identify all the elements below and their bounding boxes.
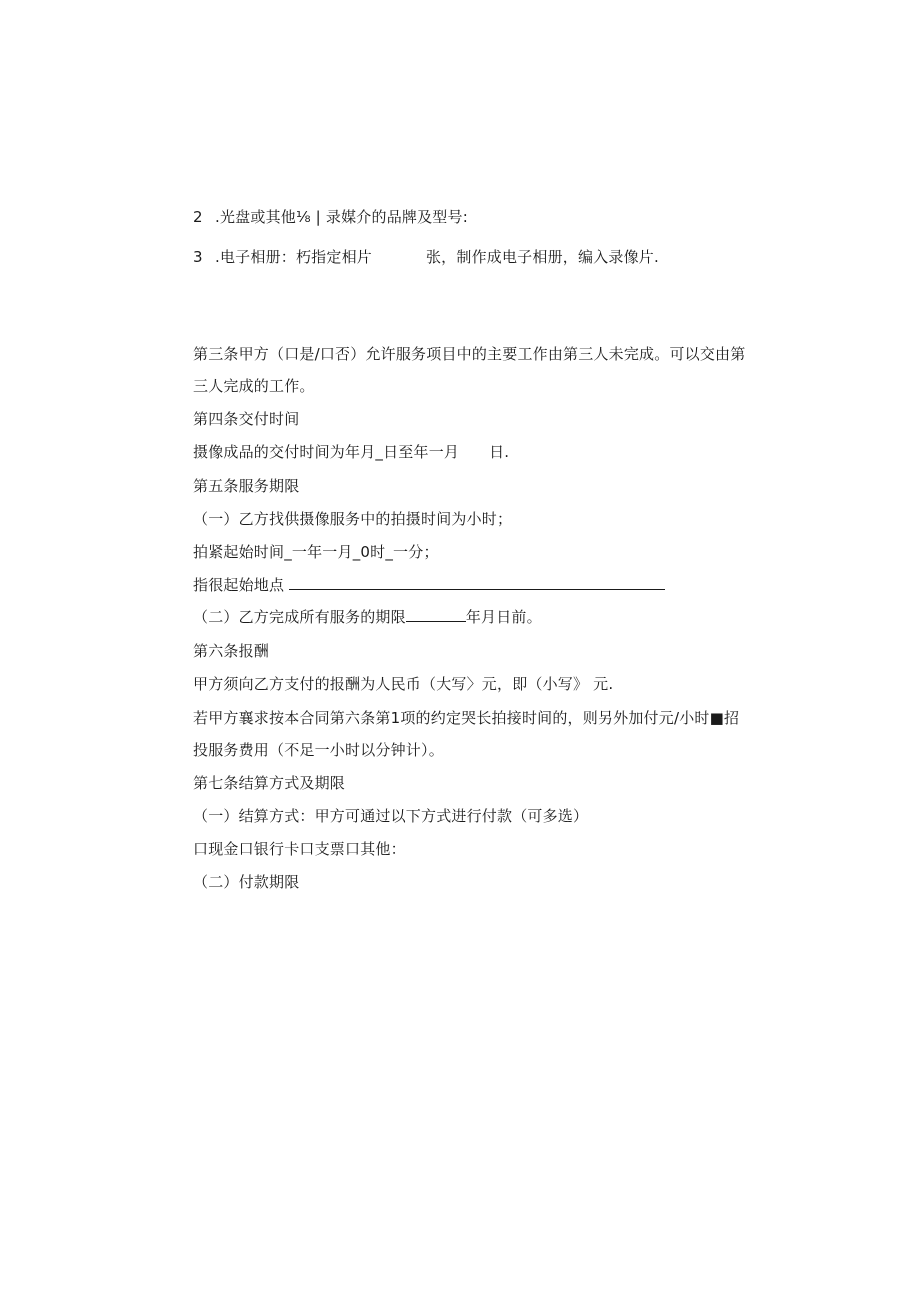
article-3-line-2: 三人完成的工作。 <box>193 377 315 395</box>
article-3-line-1: 第三条甲方（口是/口否）允许服务项目中的主要工作由第三人未完成。可以交由第 <box>193 345 746 363</box>
article-5-title: 第五条服务期限 <box>193 477 300 495</box>
deadline-blank <box>406 607 466 622</box>
delivery-time-text: 摄像成品的交付时间为年月_日至年一月 <box>193 443 460 461</box>
article-7-item-1: （一）结算方式：甲方可通过以下方式进行付款（可多选） <box>193 807 589 825</box>
article-6-title: 第六条报酬 <box>193 642 270 660</box>
service-deadline-end: 年月日前。 <box>465 608 542 626</box>
item-text: .光盘或其他⅛ | 录媒介的品牌及型号: <box>215 208 468 226</box>
item-text-start: .电子相册：朽指定相片 <box>215 248 372 266</box>
article-7-options: 口现金口银行卡口支票口其他： <box>193 840 406 858</box>
article-5-start-time: 拍紧起始时间_一年一月_0时_一分； <box>193 543 439 561</box>
article-4-title: 第四条交付时间 <box>193 410 300 428</box>
item-3 <box>193 247 659 267</box>
article-6-line-1: 甲方须向乙方支付的报酬为人民币（大写〉元，即（小写》 元. <box>193 675 614 693</box>
item-number: 2 <box>193 208 203 226</box>
article-6-line-2: 若甲方襄求按本合同第六条第1项的约定哭长拍接时间的，则另外加付元/小时■招 <box>193 709 740 727</box>
article-5-start-place <box>193 575 665 595</box>
article-7-item-2: （二）付款期限 <box>193 873 300 891</box>
item-number: 3 <box>193 248 203 266</box>
start-place-blank <box>289 575 665 590</box>
delivery-time-end: 日. <box>489 443 510 461</box>
item-text-end: 张，制作成电子相册，编入录像片. <box>425 248 659 266</box>
article-6-line-3: 投服务费用（不足一小时以分钟计）。 <box>193 741 444 759</box>
article-4-text <box>193 442 509 462</box>
article-7-title: 第七条结算方式及期限 <box>193 774 346 792</box>
article-5-item-2 <box>193 607 542 627</box>
article-5-item-1: （一）乙方找供摄像服务中的拍摄时间为小时； <box>193 510 513 528</box>
service-deadline-text: （二）乙方完成所有服务的期限 <box>193 608 406 626</box>
item-2 <box>193 207 468 227</box>
start-place-label: 指很起始地点 <box>193 576 285 594</box>
